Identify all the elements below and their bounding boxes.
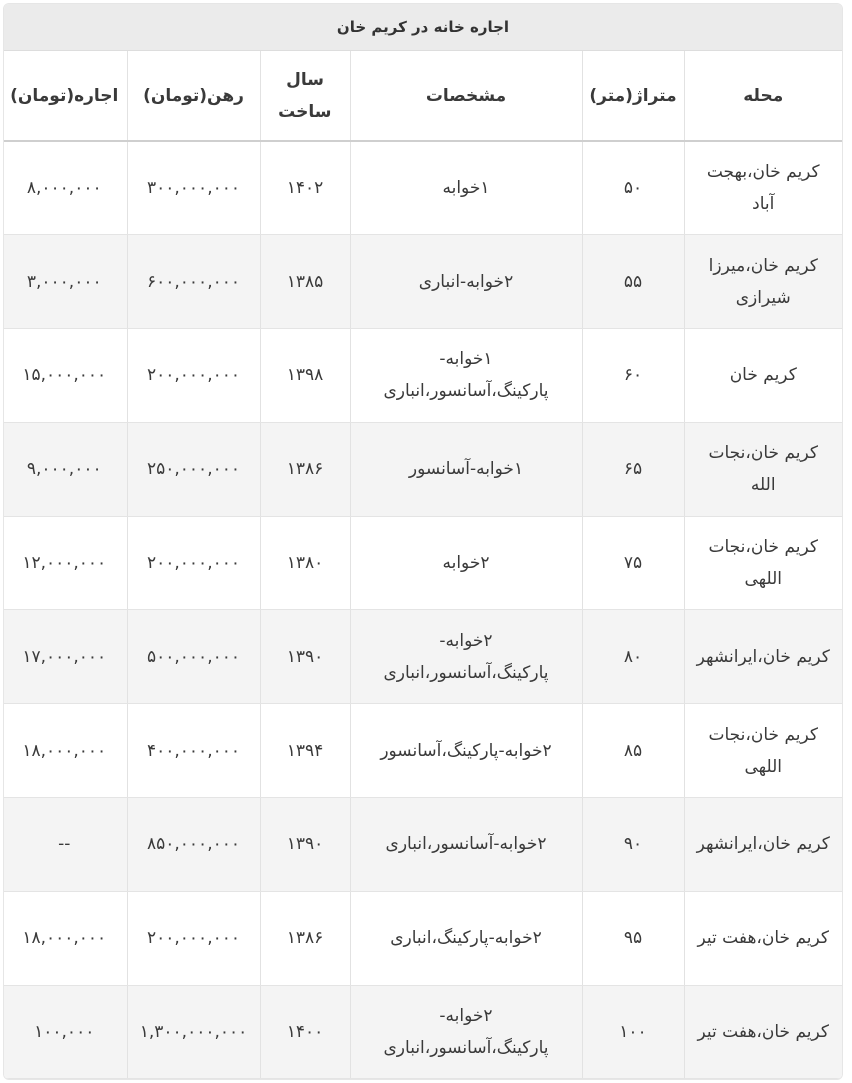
cell-year: ۱۴۰۰ — [260, 985, 350, 1079]
cell-rent: ۱۵,۰۰۰,۰۰۰ — [3, 329, 127, 423]
cell-rent: ۱۸,۰۰۰,۰۰۰ — [3, 704, 127, 798]
cell-mortgage: ۲۰۰,۰۰۰,۰۰۰ — [127, 891, 260, 985]
cell-mortgage: ۵۰۰,۰۰۰,۰۰۰ — [127, 610, 260, 704]
cell-size: ۸۰ — [582, 610, 684, 704]
table-row — [3, 329, 842, 423]
header-mortgage: رهن(تومان) — [127, 51, 260, 141]
cell-specs: ۱خوابه — [350, 141, 582, 235]
cell-size: ۵۵ — [582, 235, 684, 329]
cell-mortgage: ۶۰۰,۰۰۰,۰۰۰ — [127, 235, 260, 329]
table-row — [3, 516, 842, 610]
table-row — [3, 704, 842, 798]
cell-rent: ۱۸,۰۰۰,۰۰۰ — [3, 891, 127, 985]
cell-area: کریم خان،نجات اللهی — [684, 516, 842, 610]
cell-specs: ۲خوابه-آسانسور،انباری — [350, 798, 582, 892]
cell-area: کریم خان،نجات الله — [684, 422, 842, 516]
cell-specs: ۲خوابه-پارکینگ،آسانسور،انباری — [350, 985, 582, 1079]
table-row — [3, 422, 842, 516]
cell-year: ۱۳۸۶ — [260, 422, 350, 516]
cell-year: ۱۳۹۰ — [260, 798, 350, 892]
cell-area: کریم خان — [684, 329, 842, 423]
rental-table — [3, 51, 842, 1079]
cell-mortgage: ۴۰۰,۰۰۰,۰۰۰ — [127, 704, 260, 798]
table-title: اجاره خانه در کریم خان — [4, 4, 842, 51]
cell-size: ۵۰ — [582, 141, 684, 235]
cell-year: ۱۳۹۰ — [260, 610, 350, 704]
cell-year: ۱۳۸۵ — [260, 235, 350, 329]
cell-area: کریم خان،بهجت آباد — [684, 141, 842, 235]
cell-year: ۱۳۸۰ — [260, 516, 350, 610]
cell-specs: ۲خوابه-پارکینگ،آسانسور — [350, 704, 582, 798]
cell-specs: ۲خوابه-پارکینگ،آسانسور،انباری — [350, 610, 582, 704]
rental-table-container — [3, 3, 843, 1080]
header-year: سال ساخت — [260, 51, 350, 141]
cell-specs: ۱خوابه-پارکینگ،آسانسور،انباری — [350, 329, 582, 423]
cell-year: ۱۴۰۲ — [260, 141, 350, 235]
table-row — [3, 798, 842, 892]
cell-area: کریم خان،نجات اللهی — [684, 704, 842, 798]
cell-size: ۸۵ — [582, 704, 684, 798]
header-row — [3, 51, 842, 141]
cell-rent: ۹,۰۰۰,۰۰۰ — [3, 422, 127, 516]
cell-specs: ۲خوابه-پارکینگ،انباری — [350, 891, 582, 985]
cell-size: ۶۰ — [582, 329, 684, 423]
cell-size: ۷۵ — [582, 516, 684, 610]
cell-specs: ۲خوابه — [350, 516, 582, 610]
cell-area: کریم خان،هفت تیر — [684, 985, 842, 1079]
cell-specs: ۱خوابه-آسانسور — [350, 422, 582, 516]
header-size: متراژ(متر) — [582, 51, 684, 141]
table-body — [3, 141, 842, 1079]
header-area: محله — [684, 51, 842, 141]
cell-rent: ۳,۰۰۰,۰۰۰ — [3, 235, 127, 329]
table-row — [3, 891, 842, 985]
cell-size: ۹۵ — [582, 891, 684, 985]
cell-rent: ۸,۰۰۰,۰۰۰ — [3, 141, 127, 235]
cell-mortgage: ۱,۳۰۰,۰۰۰,۰۰۰ — [127, 985, 260, 1079]
cell-mortgage: ۲۰۰,۰۰۰,۰۰۰ — [127, 329, 260, 423]
cell-mortgage: ۳۰۰,۰۰۰,۰۰۰ — [127, 141, 260, 235]
cell-year: ۱۳۸۶ — [260, 891, 350, 985]
cell-rent: ۱۲,۰۰۰,۰۰۰ — [3, 516, 127, 610]
cell-area: کریم خان،هفت تیر — [684, 891, 842, 985]
cell-area: کریم خان،میرزا شیرازی — [684, 235, 842, 329]
cell-specs: ۲خوابه-انباری — [350, 235, 582, 329]
cell-rent: ۱۷,۰۰۰,۰۰۰ — [3, 610, 127, 704]
cell-size: ۹۰ — [582, 798, 684, 892]
cell-mortgage: ۲۵۰,۰۰۰,۰۰۰ — [127, 422, 260, 516]
cell-mortgage: ۲۰۰,۰۰۰,۰۰۰ — [127, 516, 260, 610]
cell-year: ۱۳۹۴ — [260, 704, 350, 798]
table-row — [3, 985, 842, 1079]
cell-size: ۶۵ — [582, 422, 684, 516]
table-row — [3, 235, 842, 329]
cell-area: کریم خان،ایرانشهر — [684, 610, 842, 704]
cell-size: ۱۰۰ — [582, 985, 684, 1079]
cell-rent: -- — [3, 798, 127, 892]
header-specs: مشخصات — [350, 51, 582, 141]
header-rent: اجاره(تومان) — [3, 51, 127, 141]
cell-rent: ۱۰۰,۰۰۰ — [3, 985, 127, 1079]
cell-year: ۱۳۹۸ — [260, 329, 350, 423]
cell-area: کریم خان،ایرانشهر — [684, 798, 842, 892]
table-row — [3, 141, 842, 235]
table-row — [3, 610, 842, 704]
cell-mortgage: ۸۵۰,۰۰۰,۰۰۰ — [127, 798, 260, 892]
